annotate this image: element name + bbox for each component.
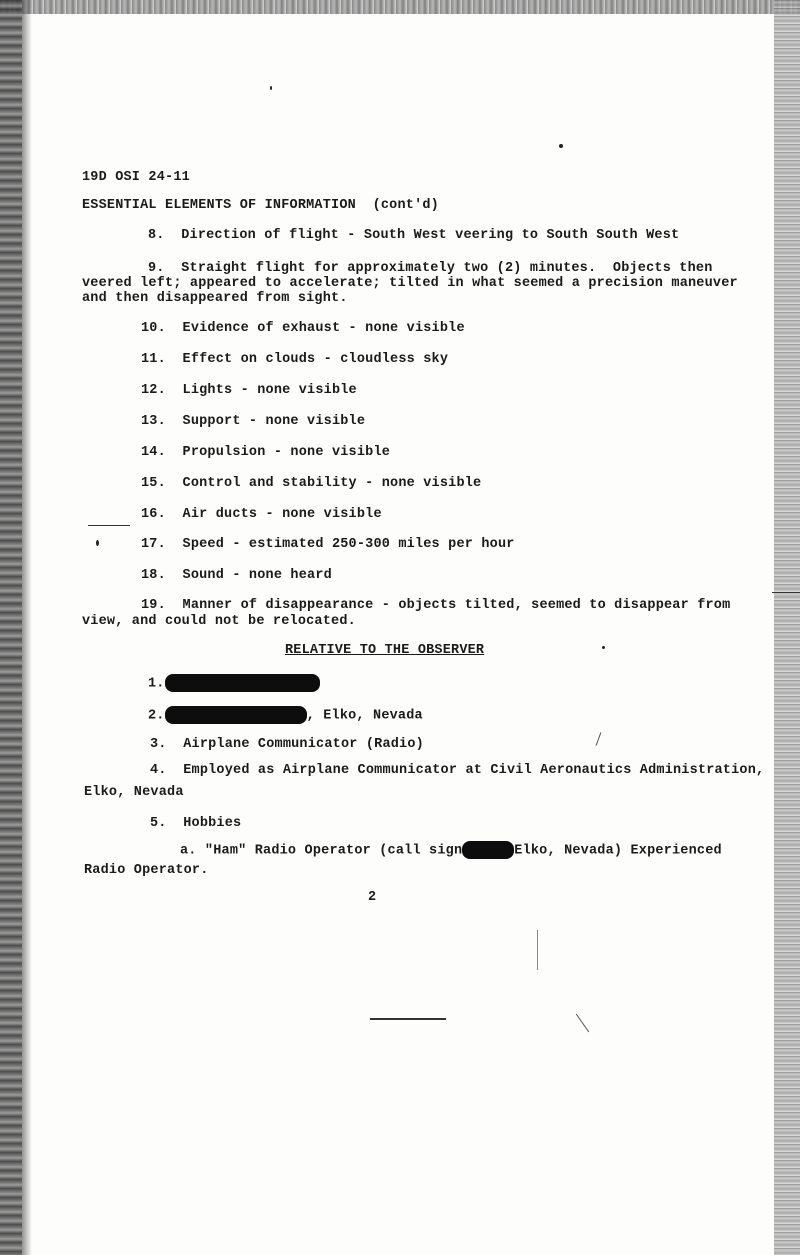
item-number: 10. xyxy=(141,321,166,336)
observer-item xyxy=(150,816,241,831)
item-text: Hobbies xyxy=(183,816,242,831)
scan-mark xyxy=(596,732,602,745)
section-suffix: (cont'd) xyxy=(372,198,439,213)
item-continuation: Elko, Nevada xyxy=(84,785,184,800)
item-number: 13. xyxy=(141,414,166,429)
item-number: 17. xyxy=(141,537,166,552)
scan-edge-left xyxy=(0,0,22,1255)
scan-mark xyxy=(576,1014,589,1033)
scan-edge-top xyxy=(0,0,800,14)
observer-item xyxy=(150,763,764,778)
list-item xyxy=(141,321,465,336)
scan-mark xyxy=(88,525,130,526)
list-item xyxy=(141,598,730,613)
file-reference: 19D OSI 24-11 xyxy=(82,170,190,185)
item-text: Effect on clouds - cloudless sky xyxy=(182,352,449,367)
item-number: 14. xyxy=(141,445,166,460)
list-item xyxy=(141,476,481,491)
item-number: 19. xyxy=(141,598,166,613)
redaction-block xyxy=(462,841,514,859)
list-item xyxy=(141,507,382,522)
list-item xyxy=(141,568,332,583)
observer-item xyxy=(148,706,423,724)
item-number: 8. xyxy=(148,228,165,243)
scan-edge-left-shadow xyxy=(22,0,32,1255)
observer-heading: RELATIVE TO THE OBSERVER xyxy=(285,643,485,658)
scan-speck xyxy=(96,540,99,546)
scan-mark xyxy=(370,1018,446,1020)
item-continuation: and then disappeared from sight. xyxy=(82,291,348,306)
observer-item xyxy=(148,674,320,692)
scan-speck xyxy=(270,86,272,90)
item-number: 2. xyxy=(148,708,165,724)
item-number: 9. xyxy=(148,261,165,276)
item-text: Airplane Communicator (Radio) xyxy=(183,737,424,752)
item-text: Sound - none heard xyxy=(182,568,332,583)
scan-speck xyxy=(559,144,563,148)
item-text: , Elko, Nevada xyxy=(306,708,423,724)
item-text: "Ham" Radio Operator (call sign xyxy=(204,843,463,859)
item-continuation: veered left; appeared to accelerate; tilted in what seemed a precision maneuver xyxy=(82,276,738,291)
item-number: 16. xyxy=(141,507,166,522)
item-text: Evidence of exhaust - none visible xyxy=(182,321,465,336)
item-text: Lights - none visible xyxy=(182,383,357,398)
scan-speck xyxy=(602,646,605,649)
scan-mark xyxy=(537,930,538,970)
list-item xyxy=(141,537,515,552)
item-text: Elko, Nevada) Experienced xyxy=(514,843,722,859)
scan-edge-right xyxy=(774,0,800,1255)
item-text: Air ducts - none visible xyxy=(182,507,382,522)
list-item xyxy=(141,383,357,398)
item-text: Employed as Airplane Communicator at Civil Aeronautics Administration, xyxy=(183,763,765,778)
list-item xyxy=(141,414,365,429)
item-letter: a. xyxy=(180,843,197,859)
item-number: 15. xyxy=(141,476,166,491)
item-number: 11. xyxy=(141,352,166,367)
section-heading xyxy=(82,198,439,213)
observer-subitem xyxy=(180,841,722,859)
item-text: Support - none visible xyxy=(182,414,366,429)
item-number: 4. xyxy=(150,763,167,778)
list-item xyxy=(148,228,679,243)
item-number: 12. xyxy=(141,383,166,398)
item-continuation: view, and could not be relocated. xyxy=(82,614,356,629)
observer-item xyxy=(150,737,424,752)
list-item xyxy=(148,261,713,276)
section-title: ESSENTIAL ELEMENTS OF INFORMATION xyxy=(82,198,356,213)
item-text: Propulsion - none visible xyxy=(182,445,391,460)
item-continuation: Radio Operator. xyxy=(84,863,209,878)
scan-mark xyxy=(772,592,800,593)
item-number: 5. xyxy=(150,816,167,831)
list-item xyxy=(141,445,390,460)
item-text: Speed - estimated 250-300 miles per hour xyxy=(182,537,515,552)
item-number: 1. xyxy=(148,676,165,692)
item-text: Straight flight for approximately two (2) minutes. Objects then xyxy=(181,261,713,276)
redaction-block xyxy=(165,674,320,692)
item-number: 3. xyxy=(150,737,167,752)
item-text: Control and stability - none visible xyxy=(182,476,482,491)
item-number: 18. xyxy=(141,568,166,583)
page-number: 2 xyxy=(368,890,377,905)
item-text: Direction of flight - South West veering to South South West xyxy=(181,228,680,243)
redaction-block xyxy=(165,706,307,724)
item-text: Manner of disappearance - objects tilted, seemed to disappear from xyxy=(182,598,731,613)
list-item xyxy=(141,352,448,367)
